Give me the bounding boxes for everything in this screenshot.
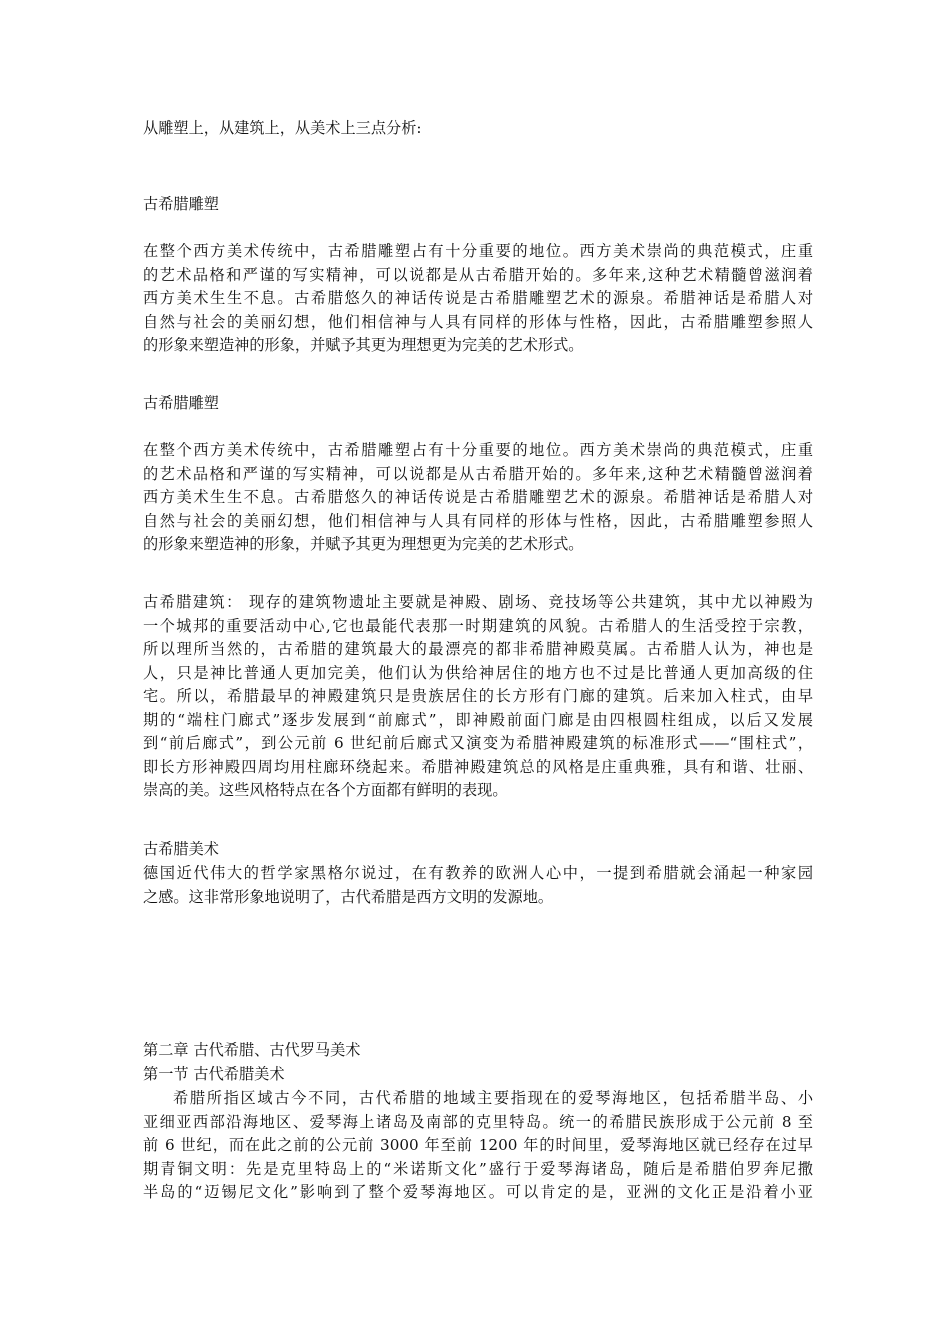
text-line: 宅。所以，希腊最早的神殿建筑只是贵族居住的长方形有门廊的建筑。后来加入柱式，由早	[143, 687, 813, 705]
paragraph-sculpture-1	[143, 240, 813, 358]
intro-line: 从雕塑上，从建筑上，从美术上三点分析:	[143, 119, 422, 137]
text-line: 德国近代伟大的哲学家黑格尔说过，在有教养的欧洲人心中，一提到希腊就会涌起一种家园	[143, 864, 813, 882]
text-line: 半岛的“迈锡尼文化”影响到了整个爱琴海地区。可以肯定的是，亚洲的文化正是沿着小亚	[143, 1183, 813, 1201]
text-line: 西方美术生生不息。古希腊悠久的神话传说是古希腊雕塑艺术的源泉。希腊神话是希腊人对	[143, 488, 813, 506]
text-line: 的形象来塑造神的形象，并赋予其更为理想更为完美的艺术形式。	[143, 336, 584, 354]
chapter-title: 第二章 古代希腊、古代罗马美术	[143, 1041, 361, 1059]
text-line: 所以理所当然的，古希腊的建筑最大的最漂亮的都非希腊神殿莫属。古希腊人认为，神也是	[143, 640, 813, 658]
paragraph-sculpture-2	[143, 439, 813, 557]
text-line: 到“前后廊式”，到公元前 6 世纪前后廊式又演变为希腊神殿建筑的标准形式——“围柱式”，	[143, 734, 813, 752]
section-heading-art: 古希腊美术	[143, 840, 219, 858]
text-line: 自然与社会的美丽幻想，他们相信神与人具有同样的形体与性格，因此，古希腊雕塑参照人	[143, 312, 813, 331]
text-line: 在整个西方美术传统中，古希腊雕塑占有十分重要的地位。西方美术崇尚的典范模式，庄重	[143, 441, 813, 459]
text-line: 自然与社会的美丽幻想，他们相信神与人具有同样的形体与性格，因此，古希腊雕塑参照人	[143, 511, 813, 530]
text-line: 崇高的美。这些风格特点在各个方面都有鲜明的表现。	[143, 781, 508, 799]
text-line: 期的“端柱门廊式”逐步发展到“前廊式”，即神殿前面门廊是由四根圆柱组成，以后又发展	[143, 710, 813, 729]
text-line: 即长方形神殿四周均用柱廊环绕起来。希腊神殿建筑总的风格是庄重典雅，具有和谐、壮丽、	[143, 757, 813, 776]
paragraph-architecture	[143, 591, 813, 803]
text-line: 前 6 世纪，而在此之前的公元前 3000 年至前 1200 年的时间里，爱琴海地区就已经存在过早	[143, 1136, 813, 1154]
section-heading-sculpture: 古希腊雕塑	[143, 195, 219, 213]
text-line: 古希腊建筑： 现存的建筑物遗址主要就是神殿、剧场、竞技场等公共建筑，其中尤以神殿为	[143, 593, 813, 611]
text-line: 亚细亚西部沿海地区、爱琴海上诸岛及南部的克里特岛。统一的希腊民族形成于公元前 8 至	[143, 1112, 813, 1131]
text-line: 人，只是神比普通人更加完美，他们认为供给神居住的地方也不过是比普通人更加高级的住	[143, 663, 813, 682]
text-line: 的形象来塑造神的形象，并赋予其更为理想更为完美的艺术形式。	[143, 535, 584, 553]
section-heading-sculpture: 古希腊雕塑	[143, 394, 219, 412]
paragraph-chapter	[143, 1087, 813, 1205]
section-title: 第一节 古代希腊美术	[143, 1065, 285, 1083]
text-line: 西方美术生生不息。古希腊悠久的神话传说是古希腊雕塑艺术的源泉。希腊神话是希腊人对	[143, 289, 813, 307]
text-line: 之感。这非常形象地说明了，古代希腊是西方文明的发源地。	[143, 887, 554, 906]
text-line: 的艺术品格和严谨的写实精神，可以说都是从古希腊开始的。多年来,这种艺术精髓曾滋润着	[143, 265, 813, 284]
text-line: 希腊所指区域古今不同，古代希腊的地域主要指现在的爱琴海地区，包括希腊半岛、小	[173, 1089, 813, 1107]
text-line: 一个城邦的重要活动中心,它也最能代表那一时期建筑的风貌。古希腊人的生活受控于宗教，	[143, 616, 813, 635]
text-line: 在整个西方美术传统中，古希腊雕塑占有十分重要的地位。西方美术崇尚的典范模式，庄重	[143, 242, 813, 260]
paragraph-art	[143, 862, 813, 909]
text-line: 期青铜文明：先是克里特岛上的“米诺斯文化”盛行于爱琴海诸岛，随后是希腊伯罗奔尼撒	[143, 1159, 813, 1178]
text-line: 的艺术品格和严谨的写实精神，可以说都是从古希腊开始的。多年来,这种艺术精髓曾滋润着	[143, 464, 813, 483]
